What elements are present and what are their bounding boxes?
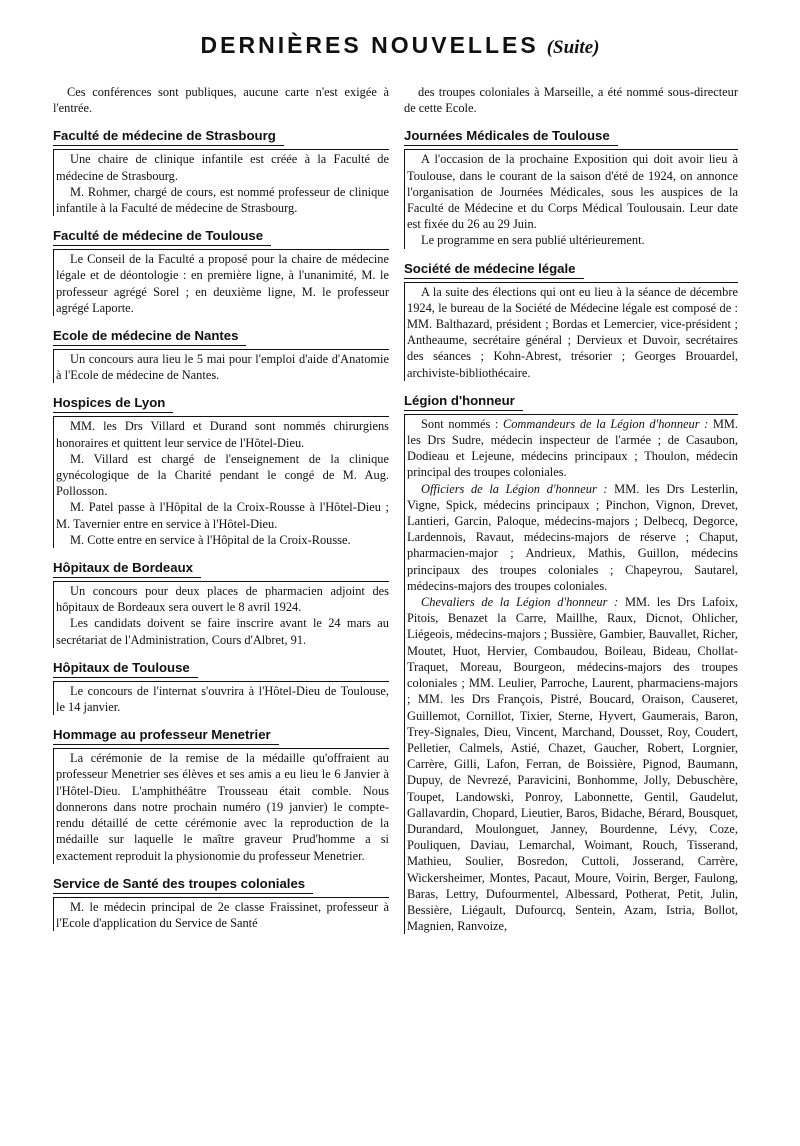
paragraph: MM. les Drs Villard et Durand sont nommés chirurgiens honoraires et quittent leur service de l'Hôtel-Dieu. bbox=[56, 419, 389, 450]
paragraph: Une chaire de clinique infantile est créée à la Faculté de médecine de Strasbourg. bbox=[56, 152, 389, 183]
right-column bbox=[404, 84, 738, 934]
left-column bbox=[53, 84, 389, 931]
paragraph: A la suite des élections qui ont eu lieu à la séance de décembre 1924, le bureau de la Société de Médecine légale est composé de : MM. Balthazard, président ; Bordas et Lemercier, vice-président ; Antheaume, secrétaire général ; Dervieux et Duvoir, secrétaires des séances ; Kohn-Abrest, trésorier ; Georges Brouardel, archiviste-bibliothécaire. bbox=[407, 284, 738, 380]
section-body bbox=[404, 282, 738, 381]
paragraph: M. le médecin principal de 2e classe Fraissinet, professeur à l'Ecole d'application du Service de Santé bbox=[56, 899, 389, 930]
section-title: Faculté de médecine de Strasbourg bbox=[53, 128, 284, 146]
paragraph: Un concours pour deux places de pharmacien adjoint des hôpitaux de Bordeaux sera ouvert le 8 avril 1924. bbox=[56, 584, 389, 615]
paragraph: M. Cotte entre en service à l'Hôpital de la Croix-Rousse. bbox=[70, 532, 351, 547]
section-body bbox=[53, 149, 389, 216]
section-body bbox=[53, 349, 389, 383]
intro-paragraph: Ces conférences sont publiques, aucune carte n'est exigée à l'entrée. bbox=[53, 85, 389, 116]
section-journees-toulouse bbox=[404, 128, 738, 248]
section-toulouse-hopitaux bbox=[53, 660, 389, 715]
section-nantes bbox=[53, 328, 389, 383]
masthead bbox=[0, 32, 800, 59]
chevaliers-text: MM. les Drs Lafoix, Pitois, Benazet la Carre, Maillhe, Raux, Dicnot, Ohlicher, Liégeois, médecins-majors ; Bussière, Gambier, Bauvallet, Richer, Moutet, Huot, Hervier, Combaudou, Boileau, Bideau, Chollat-Traquet, Moreau, Bourgeon, médecins-majors des troupes coloniales ; MM. Leulier, Parroche, Laurent, pharmaciens-majors ; MM. les Drs François, Pistré, Boucard, Oraison, Causeret, Guillemot, Cornillot, Tixier, Sterne, Hyvert, Gaumerais, Baron, Trey-Signales, Dieu, Vincent, Marchand, Dousset, Roy, Coudert, Pelletier, Calmels, Astié, Chazet, Gaucher, Robert, Lorgnier, Carrère, Gilli, Lafon, Ferran, de Boissière, Pignod, Baumann, Dupuy, de Nevrezé, Paravicini, Bonhomme, Jolly, Debuschère, Toupet, Landowski, Ponroy, Labonnette, Gentil, Gaudelut, Gallavardin, Chopard, Lieutier, Baros, Bidache, Bérard, Bousquet, Durandard, Moulonguet, Janney, Bourdenne, Lévy, Coze, Pouliquen, Daviau, Lemarchal, Woimant, Rouch, Tisserand, Mathieu, Soulier, Bosredon, Cuttoli, Josserand, Carrère, Wickersheimer, Montes, Pacaut, Moure, Voirin, Berger, Faulong, Baras, Lettry, Dufourmentel, Albessard, Potherat, Petit, Julin, Bessière, Liégault, Dufourcq, Sentein, Azam, Istria, Bollot, Magnien, Ranvoize, bbox=[407, 595, 738, 934]
paragraph: Les candidats doivent se faire inscrire avant le 24 mars au secrétariat de l'Administration, Cours d'Albret, 91. bbox=[56, 616, 389, 647]
section-bordeaux bbox=[53, 560, 389, 648]
section-title: Hôpitaux de Bordeaux bbox=[53, 560, 201, 578]
paragraph-chevaliers bbox=[407, 594, 738, 934]
officiers-text: MM. les Drs Lesterlin, Vigne, Spick, médecins principaux ; Pinchon, Vignon, Drevet, Lantieri, Garcin, Paloque, médecins-majors ; Delbecq, Degorce, Lardennois, Ravaut, médecins-majors de réserve ; Chaput, pharmacien-major ; Andrieux, Mathis, Guillon, médecins principaux des troupes coloniales ; Chapeyrou, Sautarel, médecins-majors des troupes coloniales. bbox=[407, 481, 738, 593]
paragraph-officiers bbox=[407, 481, 738, 594]
intro-section bbox=[53, 84, 389, 116]
paragraph: M. Villard est chargé de l'enseignement de la clinique gynécologique de la Charité pendant le congé de M. Aug. Pollosson. bbox=[56, 451, 389, 499]
section-title: Légion d'honneur bbox=[404, 393, 523, 411]
paragraph: Le concours de l'internat s'ouvrira à l'Hôtel-Dieu de Toulouse, le 14 janvier. bbox=[56, 683, 389, 715]
section-title: Journées Médicales de Toulouse bbox=[404, 128, 618, 146]
section-title: Hôpitaux de Toulouse bbox=[53, 660, 198, 678]
section-lyon bbox=[53, 395, 389, 548]
masthead-suite: (Suite) bbox=[546, 37, 600, 58]
section-title: Ecole de médecine de Nantes bbox=[53, 328, 246, 346]
section-legion-honneur bbox=[404, 393, 738, 935]
paragraph: M. Rohmer, chargé de cours, est nommé professeur de clinique infantile à la Faculté de médecine de Strasbourg. bbox=[56, 184, 389, 216]
paragraph: La cérémonie de la remise de la médaille qu'offraient au professeur Menetrier ses élèves et ses amis a eu lieu le 6 Janvier à l'Hôtel-Dieu. L'amphithéâtre Trousseau était comble. Nous donnerons dans notre prochain numéro (19 janvier) le compte-rendu détaillé de cette cérémonie avec la reproduction de la médaille sur laquelle le maître graveur Prud'homme a si exactement reproduit la physionomie du professeur Menetrier. bbox=[56, 751, 389, 863]
commandeurs-label: Commandeurs de la Légion d'honneur : bbox=[502, 416, 709, 431]
paragraph: Un concours aura lieu le 5 mai pour l'emploi d'aide d'Anatomie à l'Ecole de médecine de Nantes. bbox=[56, 352, 389, 383]
section-body bbox=[53, 416, 389, 548]
section-title: Faculté de médecine de Toulouse bbox=[53, 228, 271, 246]
section-body bbox=[53, 748, 389, 863]
paragraph-commandeurs bbox=[407, 416, 738, 481]
section-medecine-legale bbox=[404, 261, 738, 381]
section-toulouse-faculte bbox=[53, 228, 389, 316]
chevaliers-label: Chevaliers de la Légion d'honneur : bbox=[421, 595, 619, 610]
section-strasbourg bbox=[53, 128, 389, 216]
section-title: Hospices de Lyon bbox=[53, 395, 173, 413]
section-sante-coloniales bbox=[53, 876, 389, 931]
paragraph: M. Patel passe à l'Hôpital de la Croix-Rousse à l'Hôtel-Dieu ; M. Tavernier entre en service à l'Hôtel-Dieu. bbox=[56, 500, 389, 531]
paragraph: Le programme en sera publié ultérieurement. bbox=[421, 233, 645, 248]
section-body bbox=[404, 149, 738, 248]
section-body bbox=[53, 681, 389, 715]
section-body bbox=[53, 581, 389, 648]
masthead-title: DERNIÈRES NOUVELLES bbox=[200, 32, 539, 58]
section-title: Service de Santé des troupes coloniales bbox=[53, 876, 313, 894]
continuation-section bbox=[404, 84, 738, 116]
section-title: Hommage au professeur Menetrier bbox=[53, 727, 279, 745]
section-menetrier bbox=[53, 727, 389, 863]
continuation-paragraph: des troupes coloniales à Marseille, a été nommé sous-directeur de cette Ecole. bbox=[404, 85, 738, 116]
section-body bbox=[53, 897, 389, 931]
section-title: Société de médecine légale bbox=[404, 261, 584, 279]
paragraph: Le Conseil de la Faculté a proposé pour la chaire de médecine légale et de déontologie : en première ligne, à l'unanimité, M. le professeur agrégé Sorel ; en deuxième ligne, M. le professeur agrégé Laporte. bbox=[56, 252, 389, 315]
paragraph: A l'occasion de la prochaine Exposition qui doit avoir lieu à Toulouse, dans le courant de la saison d'été de 1924, on annonce l'organisation de Journées Médicales, sous les auspices de la Faculté de Médecine et du Corps Médical Toulousain. Leur date est fixée du 26 au 29 Juin. bbox=[407, 152, 738, 232]
officiers-label: Officiers de la Légion d'honneur : bbox=[421, 481, 608, 496]
commandeurs-text: MM. les Drs Sudre, médecin inspecteur de l'armée ; de Casaubon, Dodieau et Lejeune, médecins principaux ; Thoulon, médecin principal des troupes coloniales. bbox=[407, 416, 739, 480]
section-body bbox=[404, 414, 738, 935]
lead-text: Sont nommés : bbox=[421, 416, 499, 431]
section-body bbox=[53, 249, 389, 316]
